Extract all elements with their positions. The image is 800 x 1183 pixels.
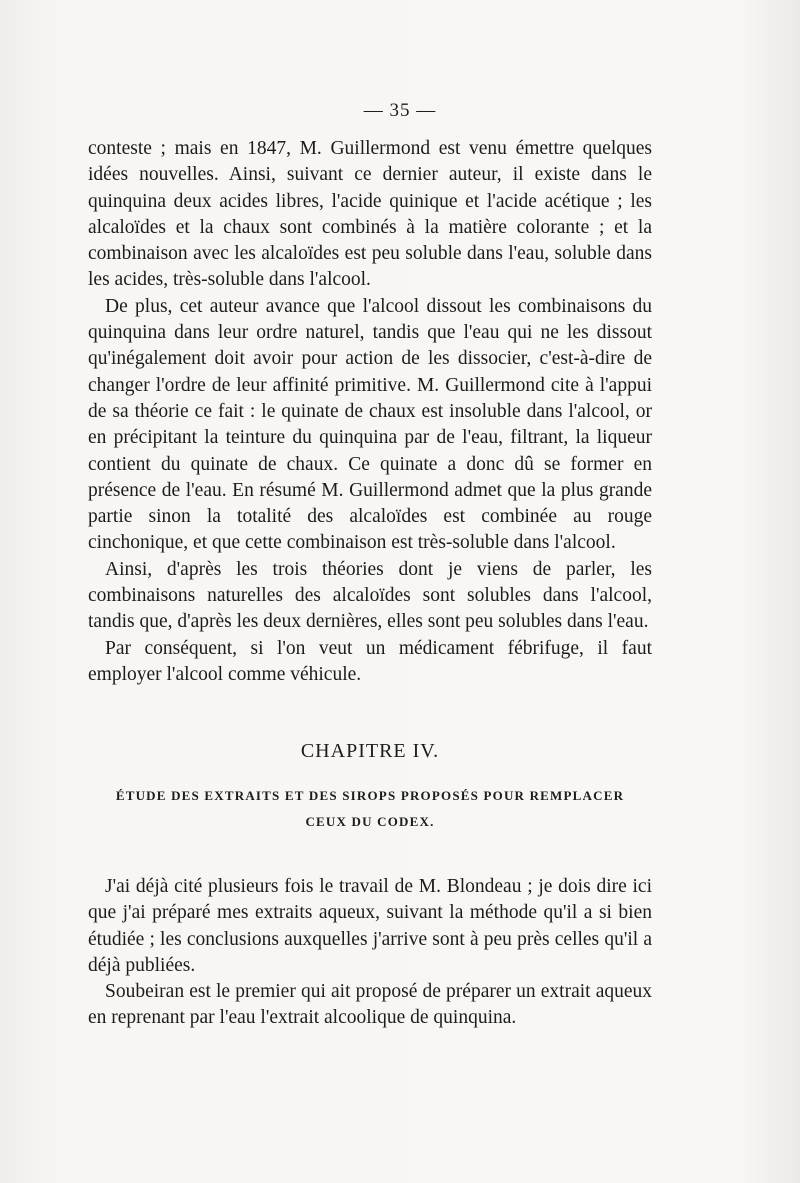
paragraph-conclusion: Par conséquent, si l'on veut un médicament fébrifuge, il faut employer l'alcool comme véhicule.: [88, 637, 652, 685]
paragraph-blondeau: J'ai déjà cité plusieurs fois le travail de M. Blondeau ; je dois dire ici que j'ai préparé mes extraits aqueux, suivant la méthode qu'il a si bien étudiée ; les conclusions auxquelles j'arrive sont à peu près celles qu'il a déjà publiées.: [88, 876, 652, 976]
page-number: — 35 —: [363, 100, 437, 121]
paragraph-soubeiran: Soubeiran est le premier qui ait proposé de préparer un extrait aqueux en reprenant par l'eau l'extrait alcoolique de quinquina.: [88, 981, 652, 1029]
chapter-title: CHAPITRE IV.: [300, 740, 440, 762]
chapter-body-text: [88, 874, 652, 1032]
paragraph-continuation: conteste ; mais en 1847, M. Guillermond est venu émettre quelques idées nouvelles. Ainsi, suivant ce dernier auteur, il existe dans le quinquina deux acides libres, l'acide quinique et l'acide acétique ; les alcaloïdes et la chaux sont combinés à la matière colorante ; et la combinaison avec les alcaloïdes est peu soluble dans l'eau, soluble dans les acides, très-soluble dans l'alcool.: [88, 138, 652, 291]
paragraph-three-theories: Ainsi, d'après les trois théories dont je viens de parler, les combinaisons naturelles des alcaloïdes sont solubles dans l'alcool, tandis que, d'après les deux dernières, elles sont peu solubles dans l'eau.: [88, 558, 652, 633]
chapter-subtitle-line-2: CEUX DU CODEX.: [305, 814, 435, 829]
chapter-subtitle-line-1: ÉTUDE DES EXTRAITS ET DES SIROPS PROPOSÉS POUR REMPLACER: [115, 788, 625, 803]
paragraph-guillermond-theory: De plus, cet auteur avance que l'alcool dissout les combinaisons du quinquina dans leur ordre naturel, tandis que l'eau qui ne les dissout qu'inégalement doit avoir pour action de les dissocier, c'est-à-dire de changer l'ordre de leur affinité primitive. M. Guillermond cite à l'appui de sa théorie ce fait : le quinate de chaux est insoluble dans l'alcool, or en précipitant la teinture du quinquina par de l'eau, filtrant, la liqueur contient du quinate de chaux. Ce quinate a donc dû se former en présence de l'eau. En résumé M. Guillermond admet que la plus grande partie sinon la totalité des alcaloïdes est combinée au rouge cinchonique, et que cette combinaison est très-soluble dans l'alcool.: [88, 295, 652, 554]
chapter-heading: [88, 740, 652, 835]
body-text: [88, 136, 652, 688]
